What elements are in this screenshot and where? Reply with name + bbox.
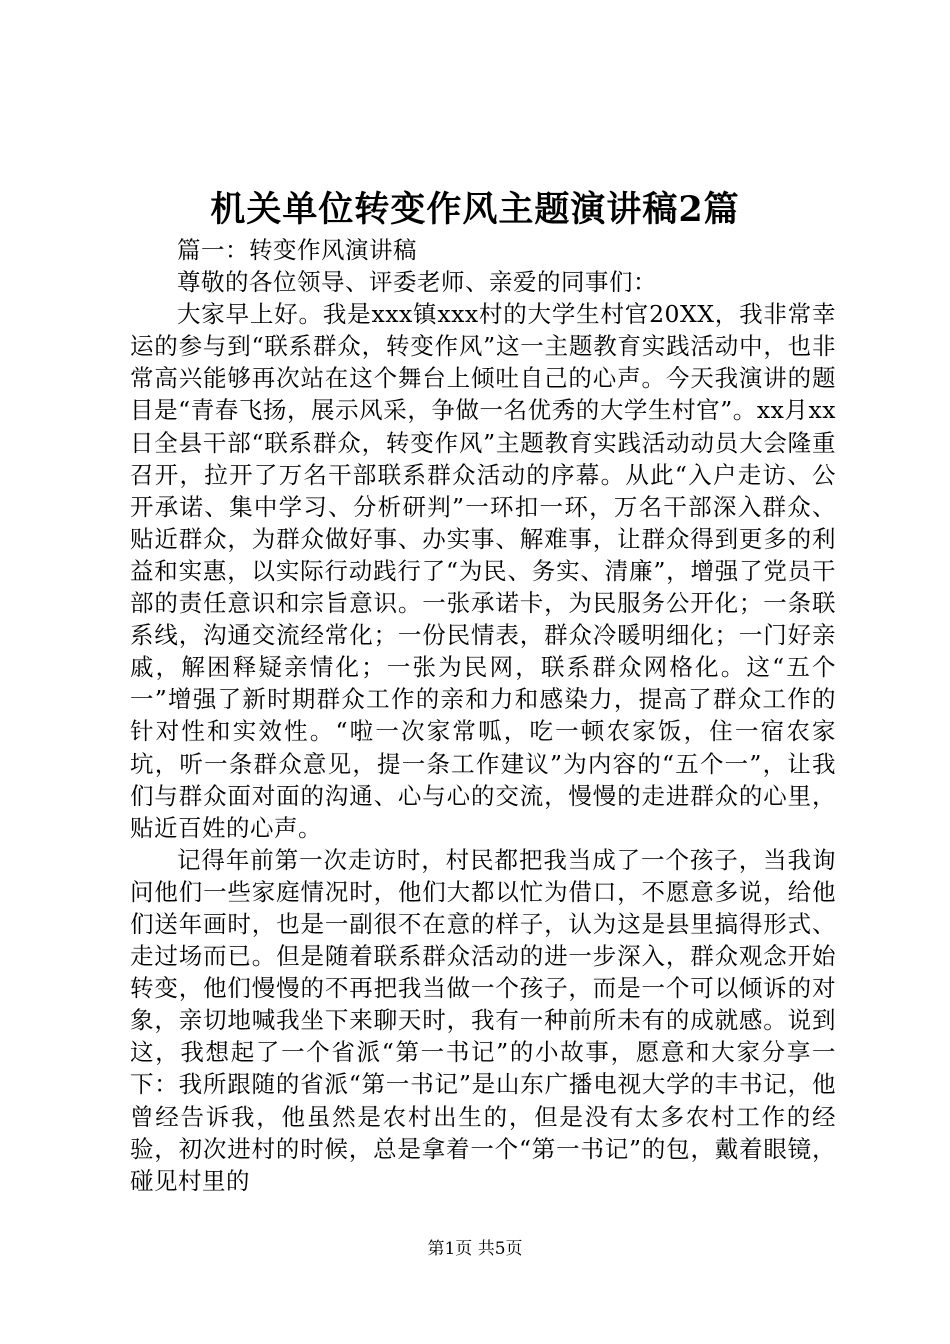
document-body	[130, 234, 836, 1197]
paragraph-body-2: 记得年前第一次走访时，村民都把我当成了一个孩子，当我询问他们一些家庭情况时，他们大都以忙为借口，不愿意多说，给他们送年画时，也是一副很不在意的样子，认为这是县里搞得形式、走过场而已。但是随着联系群众活动的进一步深入，群众观念开始转变，他们慢慢的不再把我当做一个孩子，而是一个可以倾诉的对象，亲切地喊我坐下来聊天时，我有一种前所未有的成就感。说到这，我想起了一个省派“第一书记”的小故事，愿意和大家分享一下：我所跟随的省派“第一书记”是山东广播电视大学的丰书记，他曾经告诉我，他虽然是农村出生的，但是没有太多农村工作的经验，初次进村的时候，总是拿着一个“第一书记”的包，戴着眼镜，碰见村里的	[130, 845, 836, 1195]
paragraph-salutation: 尊敬的各位领导、评委老师、亲爱的同事们：	[177, 268, 657, 297]
document-title: 机关单位转变作风主题演讲稿2篇	[210, 189, 740, 230]
page-number-footer: 第1页 共5页	[427, 1239, 523, 1259]
paragraph-body-1: 大家早上好。我是xxx镇xxx村的大学生村官20XX，我非常幸运的参与到“联系群众，转变作风”这一主题教育实践活动中，也非常高兴能够再次站在这个舞台上倾吐自己的心声。今天我演讲的题目是“青春飞扬，展示风采，争做一名优秀的大学生村官”。xx月xx日全县干部“联系群众，转变作风”主题教育实践活动动员大会隆重召开，拉开了万名干部联系群众活动的序幕。从此“入户走访、公开承诺、集中学习、分析研判”一环扣一环，万名干部深入群众、贴近群众，为群众做好事、办实事、解难事，让群众得到更多的利益和实惠，以实际行动践行了“为民、务实、清廉”，增强了党员干部的责任意识和宗旨意识。一张承诺卡，为民服务公开化；一条联系线，沟通交流经常化；一份民情表，群众冷暖明细化；一门好亲戚，解困释疑亲情化；一张为民网，联系群众网格化。这“五个一”增强了新时期群众工作的亲和力和感染力，提高了群众工作的针对性和实效性。“啦一次家常呱，吃一顿农家饭，住一宿农家坑，听一条群众意见，提一条工作建议”为内容的“五个一”，让我们与群众面对面的沟通、心与心的交流，慢慢的走进群众的心里，贴近百姓的心声。	[130, 300, 836, 842]
paragraph-section-heading: 篇一：转变作风演讲稿	[177, 236, 417, 264]
